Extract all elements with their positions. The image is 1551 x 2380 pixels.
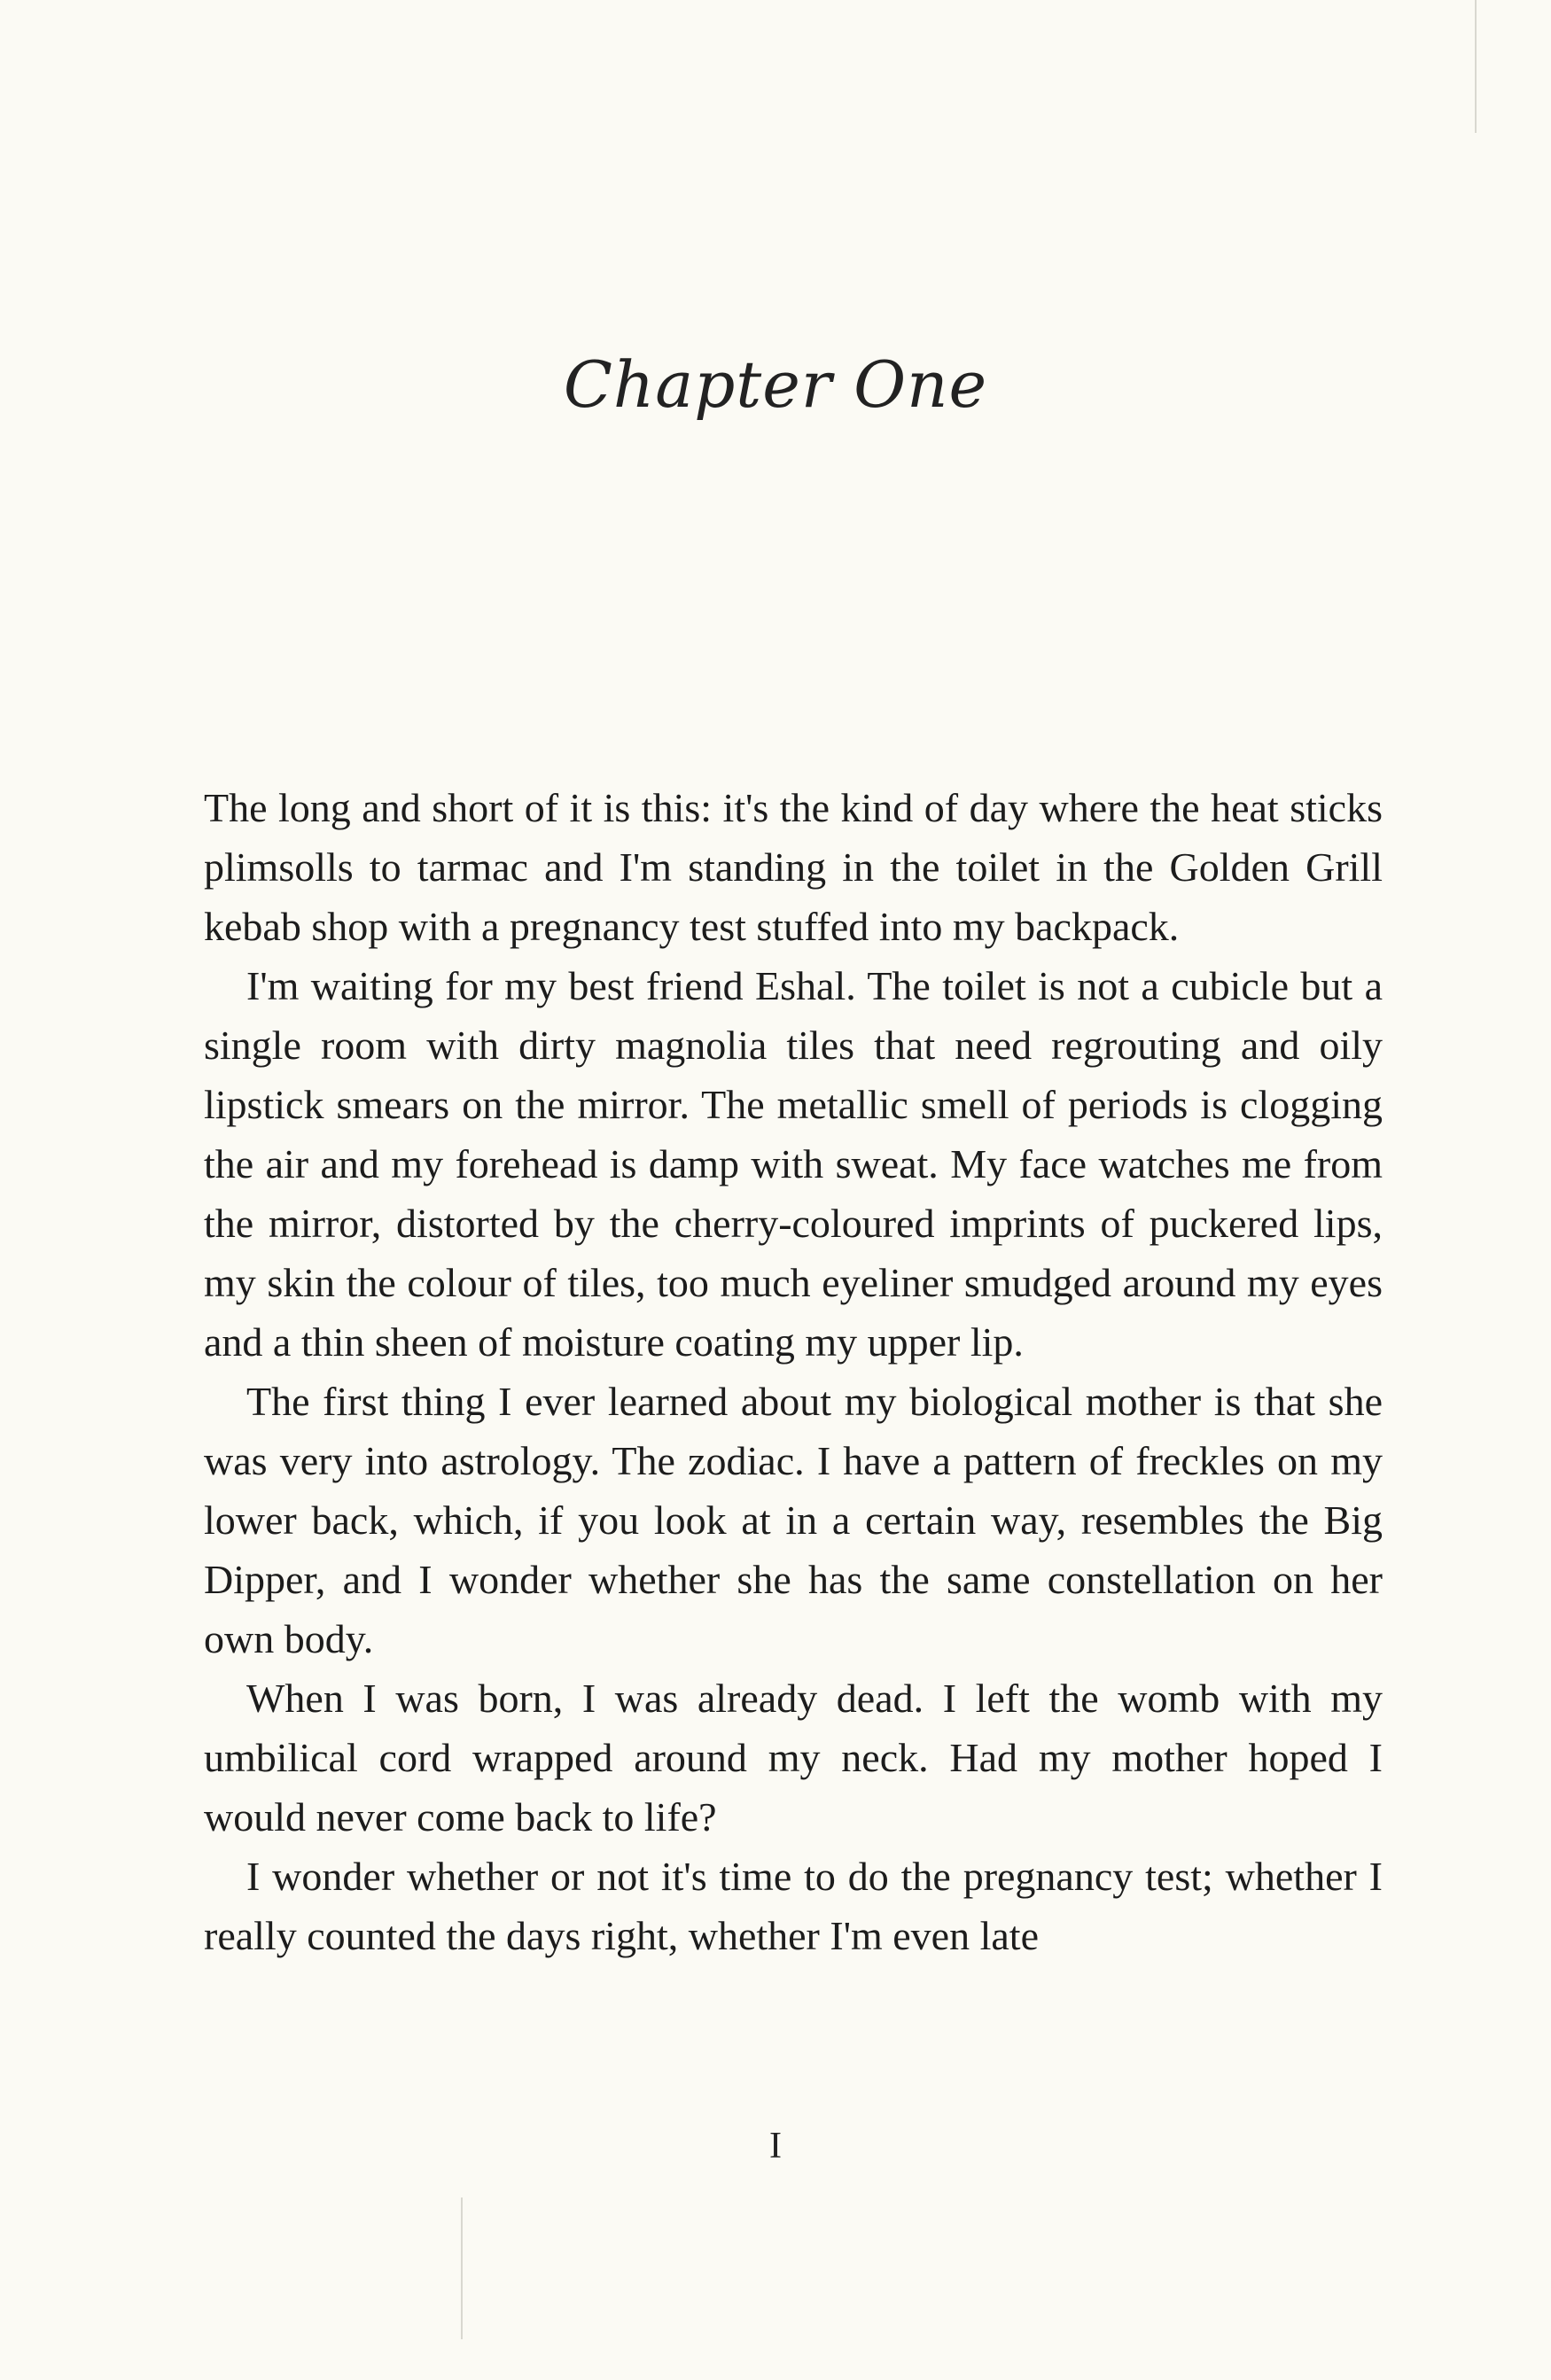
chapter-body xyxy=(204,778,1383,1965)
paragraph: When I was born, I was already dead. I left the womb with my umbilical cord wrapped around my neck. Had my mother hoped I would never come back to life? xyxy=(204,1676,1383,1839)
scan-artifact-line xyxy=(1475,0,1477,133)
paragraph: The long and short of it is this: it's the kind of day where the heat sticks plimsolls to tarmac and I'm standing in the toilet in the Golden Grill kebab shop with a pregnancy test stuffed into my backpack. xyxy=(204,785,1383,949)
scan-artifact-line xyxy=(461,2197,463,2339)
page-number: I xyxy=(769,2126,782,2166)
paragraph: The first thing I ever learned about my biological mother is that she was very into astrology. The zodiac. I have a pattern of freckles on my lower back, which, if you look at in a certain way, resembles the Big Dipper, and I wonder whether she has the same constellation on her own body. xyxy=(204,1379,1383,1661)
chapter-title: Chapter One xyxy=(563,347,988,422)
paragraph: I wonder whether or not it's time to do the pregnancy test; whether I really counted the days right, whether I'm even late xyxy=(204,1854,1383,1958)
paragraph: I'm waiting for my best friend Eshal. The toilet is not a cubicle but a single room with dirty magnolia tiles that need regrouting and oily lipstick smears on the mirror. The metallic smell of periods is clogging the air and my forehead is damp with sweat. My face watches me from the mirror, distorted by the cherry-coloured imprints of puckered lips, my skin the colour of tiles, too much eyeliner smudged around my eyes and a thin sheen of moisture coating my upper lip. xyxy=(204,963,1383,1365)
